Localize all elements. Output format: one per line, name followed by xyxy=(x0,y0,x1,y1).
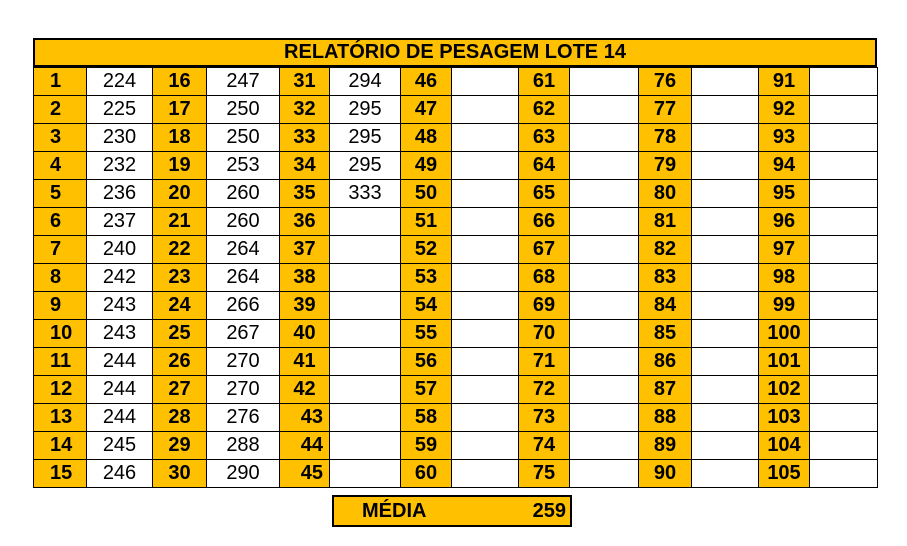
sample-index: 66 xyxy=(519,208,570,236)
weight-value xyxy=(810,68,878,96)
sample-index: 56 xyxy=(401,348,452,376)
weight-value xyxy=(452,264,519,292)
sample-index: 62 xyxy=(519,96,570,124)
sample-index: 9 xyxy=(34,292,87,320)
weight-value: 224 xyxy=(87,68,153,96)
weight-value: 244 xyxy=(87,348,153,376)
sample-index: 93 xyxy=(759,124,810,152)
sample-index: 72 xyxy=(519,376,570,404)
weight-value: 237 xyxy=(87,208,153,236)
weight-value: 264 xyxy=(207,264,280,292)
weight-value xyxy=(692,460,759,488)
weight-value xyxy=(452,208,519,236)
weight-value xyxy=(570,292,639,320)
weight-value xyxy=(330,320,401,348)
sample-index: 94 xyxy=(759,152,810,180)
sample-index: 50 xyxy=(401,180,452,208)
report-title: RELATÓRIO DE PESAGEM LOTE 14 xyxy=(33,38,877,67)
sample-index: 102 xyxy=(759,376,810,404)
sample-index: 97 xyxy=(759,236,810,264)
weight-value: 225 xyxy=(87,96,153,124)
sample-index: 27 xyxy=(153,376,207,404)
weight-value xyxy=(570,264,639,292)
sample-index: 13 xyxy=(34,404,87,432)
sample-index: 23 xyxy=(153,264,207,292)
weight-value: 333 xyxy=(330,180,401,208)
sample-index: 101 xyxy=(759,348,810,376)
table-row xyxy=(34,180,878,208)
sample-index: 19 xyxy=(153,152,207,180)
weight-value: 244 xyxy=(87,404,153,432)
weight-value xyxy=(330,208,401,236)
sample-index: 24 xyxy=(153,292,207,320)
weight-value: 243 xyxy=(87,320,153,348)
weight-value: 295 xyxy=(330,152,401,180)
sample-index: 12 xyxy=(34,376,87,404)
sample-index: 65 xyxy=(519,180,570,208)
weight-value xyxy=(452,432,519,460)
table-row xyxy=(34,236,878,264)
sample-index: 17 xyxy=(153,96,207,124)
sample-index: 63 xyxy=(519,124,570,152)
sample-index: 15 xyxy=(34,460,87,488)
sample-index: 75 xyxy=(519,460,570,488)
sample-index: 26 xyxy=(153,348,207,376)
weight-value xyxy=(810,404,878,432)
sample-index: 40 xyxy=(280,320,330,348)
sample-index: 49 xyxy=(401,152,452,180)
sample-index: 86 xyxy=(639,348,692,376)
table-row xyxy=(34,264,878,292)
sample-index: 73 xyxy=(519,404,570,432)
sample-index: 95 xyxy=(759,180,810,208)
sample-index: 57 xyxy=(401,376,452,404)
weight-value xyxy=(810,264,878,292)
weight-value xyxy=(452,180,519,208)
sample-index: 79 xyxy=(639,152,692,180)
weight-value: 276 xyxy=(207,404,280,432)
weight-value xyxy=(452,320,519,348)
weight-value xyxy=(810,432,878,460)
sample-index: 14 xyxy=(34,432,87,460)
weight-value xyxy=(570,432,639,460)
weight-value xyxy=(692,376,759,404)
sample-index: 11 xyxy=(34,348,87,376)
sample-index: 68 xyxy=(519,264,570,292)
sample-index: 80 xyxy=(639,180,692,208)
weight-value xyxy=(570,404,639,432)
weight-value: 244 xyxy=(87,376,153,404)
weight-value xyxy=(330,292,401,320)
weight-value: 236 xyxy=(87,180,153,208)
weight-value: 240 xyxy=(87,236,153,264)
weight-value: 295 xyxy=(330,96,401,124)
table-row xyxy=(34,348,878,376)
weight-value xyxy=(570,152,639,180)
weight-value: 264 xyxy=(207,236,280,264)
weight-value xyxy=(570,208,639,236)
sample-index: 42 xyxy=(280,376,330,404)
sample-index: 41 xyxy=(280,348,330,376)
sample-index: 61 xyxy=(519,68,570,96)
weight-value xyxy=(330,236,401,264)
weight-value xyxy=(452,68,519,96)
table-row xyxy=(34,404,878,432)
weight-value xyxy=(810,124,878,152)
average-label: MÉDIA xyxy=(362,500,427,522)
weights-table xyxy=(33,67,878,488)
weight-value xyxy=(692,152,759,180)
sample-index: 31 xyxy=(280,68,330,96)
sample-index: 67 xyxy=(519,236,570,264)
weight-value xyxy=(810,180,878,208)
sample-index: 84 xyxy=(639,292,692,320)
sample-index: 7 xyxy=(34,236,87,264)
sample-index: 76 xyxy=(639,68,692,96)
sample-index: 88 xyxy=(639,404,692,432)
table-row xyxy=(34,152,878,180)
sample-index: 103 xyxy=(759,404,810,432)
sample-index: 37 xyxy=(280,236,330,264)
sample-index: 10 xyxy=(34,320,87,348)
table-row xyxy=(34,376,878,404)
sample-index: 53 xyxy=(401,264,452,292)
sample-index: 6 xyxy=(34,208,87,236)
weight-value xyxy=(570,124,639,152)
weight-value xyxy=(810,292,878,320)
weight-value xyxy=(452,348,519,376)
sample-index: 1 xyxy=(34,68,87,96)
weight-value: 270 xyxy=(207,376,280,404)
sample-index: 44 xyxy=(280,432,330,460)
weight-value xyxy=(692,404,759,432)
sample-index: 34 xyxy=(280,152,330,180)
table-row xyxy=(34,432,878,460)
sample-index: 8 xyxy=(34,264,87,292)
sample-index: 104 xyxy=(759,432,810,460)
weight-value: 260 xyxy=(207,180,280,208)
weight-value xyxy=(330,432,401,460)
sample-index: 16 xyxy=(153,68,207,96)
sample-index: 48 xyxy=(401,124,452,152)
weight-value xyxy=(692,432,759,460)
weight-value: 290 xyxy=(207,460,280,488)
weight-value xyxy=(570,348,639,376)
weight-value: 294 xyxy=(330,68,401,96)
sample-index: 92 xyxy=(759,96,810,124)
sample-index: 105 xyxy=(759,460,810,488)
weight-value: 242 xyxy=(87,264,153,292)
sample-index: 28 xyxy=(153,404,207,432)
weight-value xyxy=(452,404,519,432)
sample-index: 91 xyxy=(759,68,810,96)
sample-index: 74 xyxy=(519,432,570,460)
weight-value xyxy=(570,460,639,488)
weight-value: 288 xyxy=(207,432,280,460)
sample-index: 38 xyxy=(280,264,330,292)
weight-value xyxy=(810,96,878,124)
sample-index: 21 xyxy=(153,208,207,236)
sample-index: 32 xyxy=(280,96,330,124)
weight-value xyxy=(330,376,401,404)
sample-index: 81 xyxy=(639,208,692,236)
sample-index: 51 xyxy=(401,208,452,236)
weight-value xyxy=(570,68,639,96)
sample-index: 99 xyxy=(759,292,810,320)
weight-value xyxy=(570,96,639,124)
weight-value xyxy=(452,96,519,124)
table-row xyxy=(34,208,878,236)
weight-value xyxy=(452,236,519,264)
weight-value xyxy=(692,292,759,320)
sample-index: 52 xyxy=(401,236,452,264)
sample-index: 46 xyxy=(401,68,452,96)
sample-index: 4 xyxy=(34,152,87,180)
sample-index: 60 xyxy=(401,460,452,488)
weight-value xyxy=(452,152,519,180)
sample-index: 36 xyxy=(280,208,330,236)
weight-value xyxy=(810,376,878,404)
weight-value xyxy=(692,180,759,208)
sample-index: 77 xyxy=(639,96,692,124)
sample-index: 58 xyxy=(401,404,452,432)
weight-value xyxy=(692,96,759,124)
weight-value: 232 xyxy=(87,152,153,180)
sample-index: 29 xyxy=(153,432,207,460)
weight-value xyxy=(570,180,639,208)
weight-value xyxy=(330,348,401,376)
table-row xyxy=(34,96,878,124)
weighing-report xyxy=(33,38,877,488)
weight-value: 260 xyxy=(207,208,280,236)
sample-index: 59 xyxy=(401,432,452,460)
weight-value: 270 xyxy=(207,348,280,376)
weight-value xyxy=(330,460,401,488)
sample-index: 22 xyxy=(153,236,207,264)
sample-index: 83 xyxy=(639,264,692,292)
weight-value xyxy=(570,376,639,404)
weight-value xyxy=(692,124,759,152)
weight-value: 246 xyxy=(87,460,153,488)
weight-value xyxy=(692,208,759,236)
sample-index: 96 xyxy=(759,208,810,236)
weight-value xyxy=(330,404,401,432)
weight-value xyxy=(452,376,519,404)
average-box xyxy=(332,495,572,527)
weight-value: 250 xyxy=(207,96,280,124)
sample-index: 47 xyxy=(401,96,452,124)
sample-index: 100 xyxy=(759,320,810,348)
average-value: 259 xyxy=(532,500,566,522)
sample-index: 35 xyxy=(280,180,330,208)
table-row xyxy=(34,320,878,348)
weight-value: 247 xyxy=(207,68,280,96)
sample-index: 71 xyxy=(519,348,570,376)
weight-value: 295 xyxy=(330,124,401,152)
weight-value xyxy=(692,236,759,264)
weight-value: 253 xyxy=(207,152,280,180)
sample-index: 3 xyxy=(34,124,87,152)
table-row xyxy=(34,292,878,320)
weight-value xyxy=(692,320,759,348)
sample-index: 70 xyxy=(519,320,570,348)
sample-index: 33 xyxy=(280,124,330,152)
sample-index: 90 xyxy=(639,460,692,488)
weight-value xyxy=(692,68,759,96)
weight-value xyxy=(810,208,878,236)
sample-index: 30 xyxy=(153,460,207,488)
weight-value xyxy=(452,124,519,152)
sample-index: 25 xyxy=(153,320,207,348)
weight-value xyxy=(810,236,878,264)
sample-index: 82 xyxy=(639,236,692,264)
sample-index: 78 xyxy=(639,124,692,152)
weight-value: 243 xyxy=(87,292,153,320)
sample-index: 69 xyxy=(519,292,570,320)
weight-value: 230 xyxy=(87,124,153,152)
weight-value xyxy=(810,320,878,348)
sample-index: 18 xyxy=(153,124,207,152)
weight-value xyxy=(570,320,639,348)
weight-value xyxy=(452,292,519,320)
sample-index: 55 xyxy=(401,320,452,348)
sample-index: 20 xyxy=(153,180,207,208)
sample-index: 45 xyxy=(280,460,330,488)
weight-value xyxy=(692,348,759,376)
sample-index: 5 xyxy=(34,180,87,208)
weight-value: 267 xyxy=(207,320,280,348)
sample-index: 43 xyxy=(280,404,330,432)
weight-value xyxy=(330,264,401,292)
table-row xyxy=(34,460,878,488)
sample-index: 89 xyxy=(639,432,692,460)
table-row xyxy=(34,68,878,96)
weight-value: 245 xyxy=(87,432,153,460)
weight-value xyxy=(452,460,519,488)
sample-index: 87 xyxy=(639,376,692,404)
sample-index: 64 xyxy=(519,152,570,180)
sample-index: 2 xyxy=(34,96,87,124)
weight-value xyxy=(810,460,878,488)
sample-index: 39 xyxy=(280,292,330,320)
weight-value xyxy=(810,348,878,376)
sample-index: 98 xyxy=(759,264,810,292)
table-row xyxy=(34,124,878,152)
sample-index: 54 xyxy=(401,292,452,320)
weight-value: 250 xyxy=(207,124,280,152)
weight-value xyxy=(810,152,878,180)
weight-value xyxy=(692,264,759,292)
weight-value: 266 xyxy=(207,292,280,320)
sample-index: 85 xyxy=(639,320,692,348)
weight-value xyxy=(570,236,639,264)
